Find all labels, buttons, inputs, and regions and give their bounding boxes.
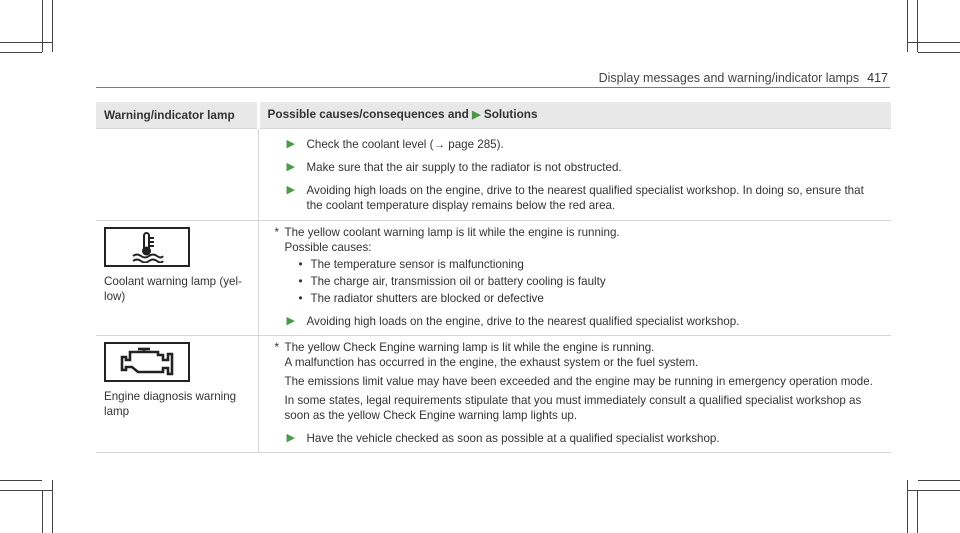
arrow-icon: ▶ — [286, 138, 295, 150]
message-text: The yellow coolant warning lamp is lit while the engine is running. — [284, 226, 620, 239]
crop-mark — [52, 0, 53, 52]
crop-mark — [908, 490, 960, 491]
causes-title: Possible causes: — [284, 241, 372, 254]
table-header-row — [96, 102, 891, 129]
crop-mark — [0, 490, 52, 491]
crop-mark — [0, 52, 42, 53]
arrow-icon: ▶ — [286, 161, 295, 173]
table-row — [96, 129, 891, 221]
causes-cell — [258, 129, 891, 221]
availability-mark: * — [274, 226, 280, 239]
crop-mark — [0, 42, 52, 43]
header-title: Display messages and warning/indicator lamps — [598, 71, 860, 85]
table-row — [96, 336, 891, 453]
lamp-label: Engine diagnosis warning lamp — [104, 390, 237, 418]
crop-mark — [918, 52, 960, 53]
crop-mark — [907, 0, 908, 52]
crop-mark — [907, 480, 908, 533]
step-text: Avoiding high loads on the engine, drive to the nearest qualified specialist workshop. — [306, 315, 740, 328]
states-text: In some states, legal requirements stipulate that you must immediately consult a qualified specialist workshop as soon as the yellow Check Engine warning lamp lights up. — [284, 394, 862, 422]
arrow-icon: ▶ — [286, 432, 295, 444]
crop-mark — [42, 490, 43, 533]
arrow-icon: ▶ — [472, 109, 481, 121]
col-header-lamp: Warning/indicator lamp — [96, 102, 258, 129]
availability-mark: * — [274, 341, 280, 354]
lamp-label: Coolant warning lamp (yel-low) — [104, 275, 242, 303]
message-line: A malfunction has occurred in the engine, the exhaust system or the fuel system. — [284, 356, 699, 369]
arrow-icon: ▶ — [286, 315, 295, 327]
solution-step — [267, 314, 884, 329]
step-text: Make sure that the air supply to the radiator is not obstructed. — [306, 161, 622, 174]
crop-mark — [42, 0, 43, 52]
header-rule — [96, 87, 890, 88]
lamp-cell — [96, 336, 258, 453]
message-text: The yellow Check Engine warning lamp is lit while the engine is running. — [284, 341, 655, 354]
causes-cell — [258, 336, 891, 453]
crop-mark — [918, 480, 960, 481]
solution-step — [267, 137, 884, 152]
crop-mark — [917, 490, 918, 533]
crop-mark — [0, 480, 42, 481]
table-row — [96, 221, 891, 336]
col-header-causes — [258, 102, 891, 129]
emissions-text: The emissions limit value may have been exceeded and the engine may be running in emergency operation mode. — [284, 375, 873, 388]
causes-cell — [258, 221, 891, 336]
running-header — [599, 71, 888, 85]
solution-step — [267, 160, 884, 175]
solution-step — [267, 183, 884, 213]
crop-mark — [52, 480, 53, 533]
col-header-solutions: Solutions — [483, 107, 538, 121]
message — [267, 225, 884, 240]
page-number: 417 — [867, 71, 888, 85]
check-engine-icon — [104, 342, 190, 382]
lamp-cell-empty — [96, 129, 258, 221]
crop-mark — [917, 0, 918, 52]
col-header-causes-text: Possible causes/consequences and — [267, 107, 469, 121]
solution-step — [267, 431, 884, 446]
warning-lamp-table — [96, 102, 891, 453]
list-item: • The temperature sensor is malfunctioning — [267, 257, 884, 272]
step-text: Have the vehicle checked as soon as possible at a qualified specialist workshop. — [306, 432, 720, 445]
list-item: • The radiator shutters are blocked or defective — [267, 291, 884, 306]
crop-mark — [908, 42, 960, 43]
coolant-temperature-icon — [104, 227, 190, 267]
list-item: • The charge air, transmission oil or battery cooling is faulty — [267, 274, 884, 289]
step-text: Avoiding high loads on the engine, drive to the nearest qualified specialist workshop. In doing so, ensure that the coolant temperature display remains below the red area. — [306, 184, 864, 212]
lamp-cell — [96, 221, 258, 336]
step-text: Check the coolant level (→ page 285). — [306, 138, 504, 151]
message — [267, 340, 884, 355]
arrow-icon: ▶ — [286, 184, 295, 196]
